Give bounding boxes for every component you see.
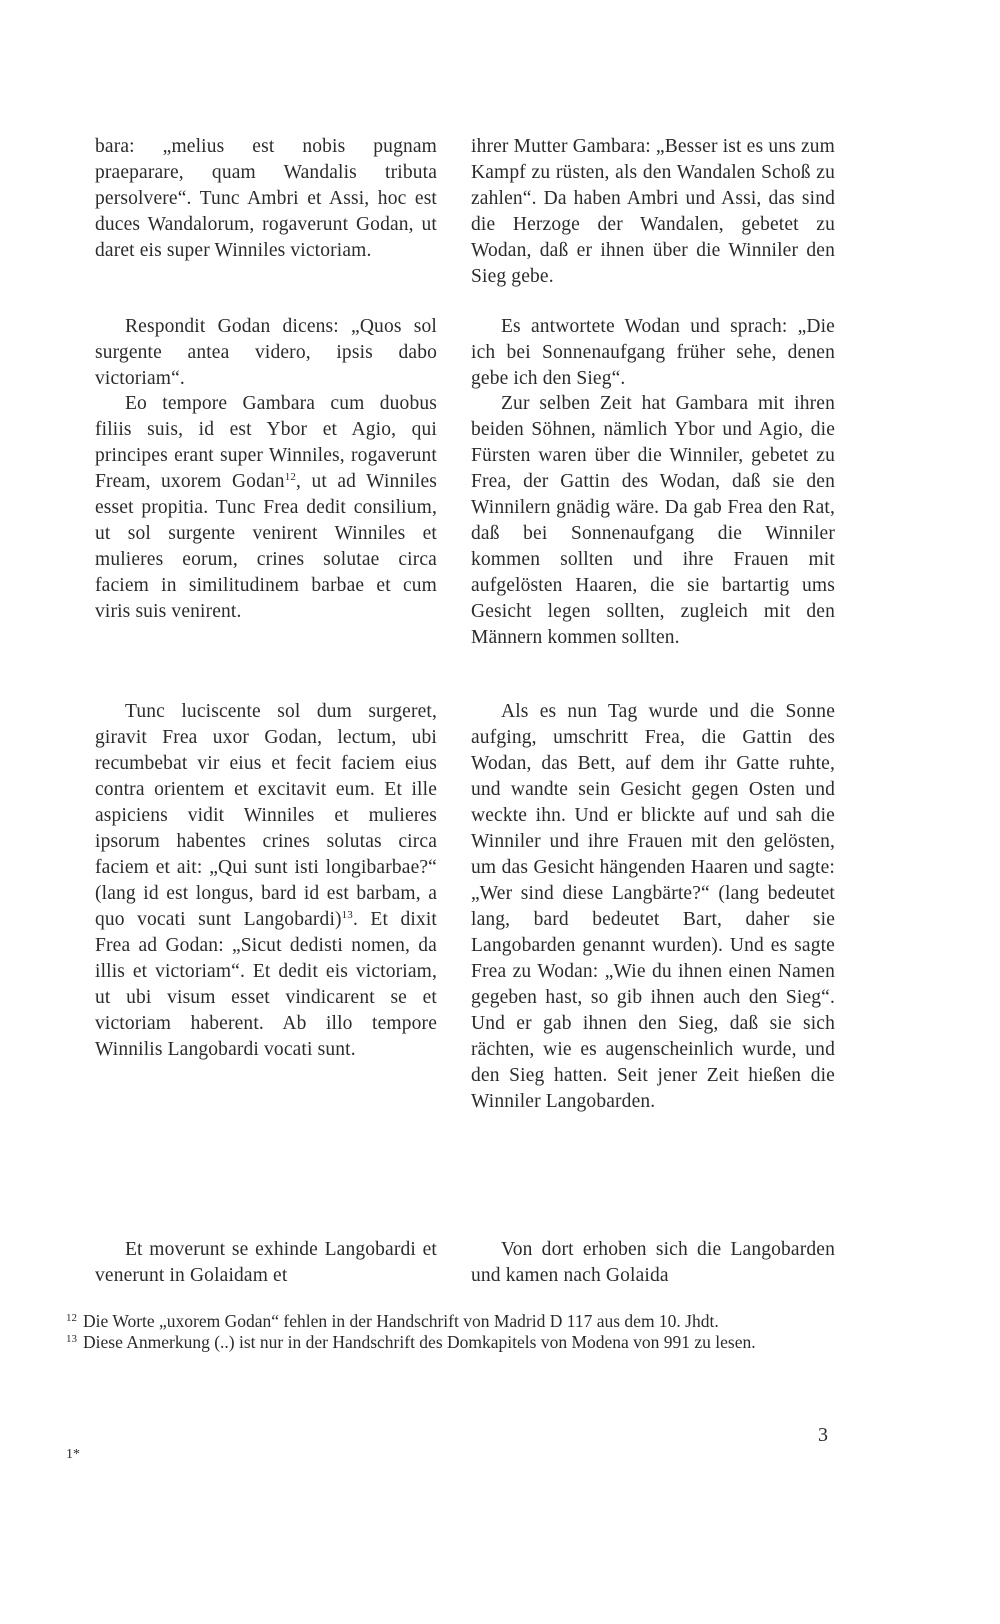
- latin-paragraph-3-text-a: Eo tempore Gambara cum duobus filiis suis, id est Ybor et Agio, qui principes erant super Winniles, rogaverunt Fream, uxorem Godan: [95, 393, 437, 492]
- latin-paragraph-4-text-b: . Et dixit Frea ad Godan: „Sicut dedisti nomen, da illis et victoriam“. Et dedit eis victoriam, ut ubi visum esset vindicarent se et victoriam haberent. Ab illo tempore Winnilis Langobardi vocati sunt.: [95, 909, 437, 1060]
- german-paragraph-3: Zur selben Zeit hat Gambara mit ihren beiden Söhnen, nämlich Ybor und Agio, die Fürsten waren über die Winniler, gebetet zu Frea, der Gattin des Wodan, daß sie den Winnilern gnädig wäre. Da gab Frea den Rat, daß bei Sonnenaufgang die Winniler kommen sollten und ihre Frauen mit aufgelösten Haaren, die sie bartartig ums Gesicht legen sollten, zugleich mit den Männern kommen sollten.: [471, 393, 835, 648]
- latin-paragraph-3: [95, 391, 437, 625]
- latin-paragraph-4: [95, 699, 437, 1063]
- german-paragraph-4: Als es nun Tag wurde und die Sonne aufging, umschritt Frea, die Gattin des Wodan, das Bett, auf dem ihr Gatte ruhte, und wandte sein Gesicht gegen Osten und weckte ihn. Und er blickte auf und sah die Winniler und ihre Frauen mit den gelösten, um das Gesicht hängenden Haaren und sagte: „Wer sind diese Langbärte?“ (lang bedeutet lang, bard bedeutet Bart, daher sie Langobarden genannt wurden). Und es sagte Frea zu Wodan: „Wie du ihnen einen Namen gegeben hast, so gib ihnen auch den Sieg“. Und er gab ihnen den Sieg, daß sie sich rächten, wie es augenscheinlich wurde, und den Sieg hatten. Seit jener Zeit hießen die Winniler Langobarden.: [471, 701, 835, 1112]
- footnotes: [66, 1311, 835, 1353]
- footnote-text: Die Worte „uxorem Godan“ fehlen in der Handschrift von Madrid D 117 aus dem 10. Jhdt.: [83, 1311, 719, 1331]
- latin-paragraph-4-text-a: Tunc luciscente sol dum surgeret, giravit Frea uxor Godan, lectum, ubi recumbebat vir eius et fecit faciem eius contra orientem et excitavit eum. Et ille aspiciens vidit Winniles et mulieres ipsorum habentes crines solutas circa faciem et ait: „Qui sunt isti longibarbae?“ (lang id est longus, bard id est barbam, a quo vocati sunt Langobardi): [95, 701, 437, 930]
- footnote-text: Diese Anmerkung (..) ist nur in der Handschrift des Domkapitels von Modena von 991 zu lesen.: [83, 1332, 756, 1352]
- german-paragraph-5: Von dort erhoben sich die Langobarden und kamen nach Golaida: [471, 1239, 835, 1286]
- footnote-mark: 12: [66, 1312, 77, 1324]
- footnote-12: [66, 1311, 835, 1332]
- footnote-ref-13: 13: [341, 909, 353, 921]
- page-number: 3: [818, 1424, 828, 1446]
- footnote-13: [66, 1332, 835, 1353]
- german-paragraph-2: Es antwortete Wodan und sprach: „Die ich bei Sonnenaufgang früher sehe, denen gebe ich den Sieg“.: [471, 316, 835, 389]
- german-paragraph-1: ihrer Mutter Gambara: „Besser ist es uns zum Kampf zu rüsten, als den Wandalen Schoß zu zahlen“. Da haben Ambri und Assi, das sind die Herzoge der Wandalen, gebetet zu Wodan, daß er ihnen über die Winniler den Sieg gebe.: [471, 136, 835, 287]
- latin-paragraph-3-text-b: , ut ad Winniles esset propitia. Tunc Frea dedit consilium, ut sol surgente venirent Winniles et mulieres eorum, crines solutae circa faciem in similitudinem barbae et cum viris suis venirent.: [95, 471, 437, 622]
- signature-mark: 1*: [66, 1447, 80, 1462]
- latin-paragraph-1: bara: „melius est nobis pugnam praeparare, quam Wandalis tributa persolvere“. Tunc Ambri et Assi, hoc est duces Wandalorum, rogaverunt Godan, ut daret eis super Winniles victoriam.: [95, 136, 437, 261]
- footnote-ref-12: 12: [284, 471, 296, 483]
- latin-paragraph-2: Respondit Godan dicens: „Quos sol surgente antea videro, ipsis dabo victoriam“.: [95, 316, 437, 389]
- footnote-mark: 13: [66, 1333, 77, 1345]
- latin-paragraph-5: Et moverunt se exhinde Langobardi et venerunt in Golaidam et: [95, 1239, 437, 1286]
